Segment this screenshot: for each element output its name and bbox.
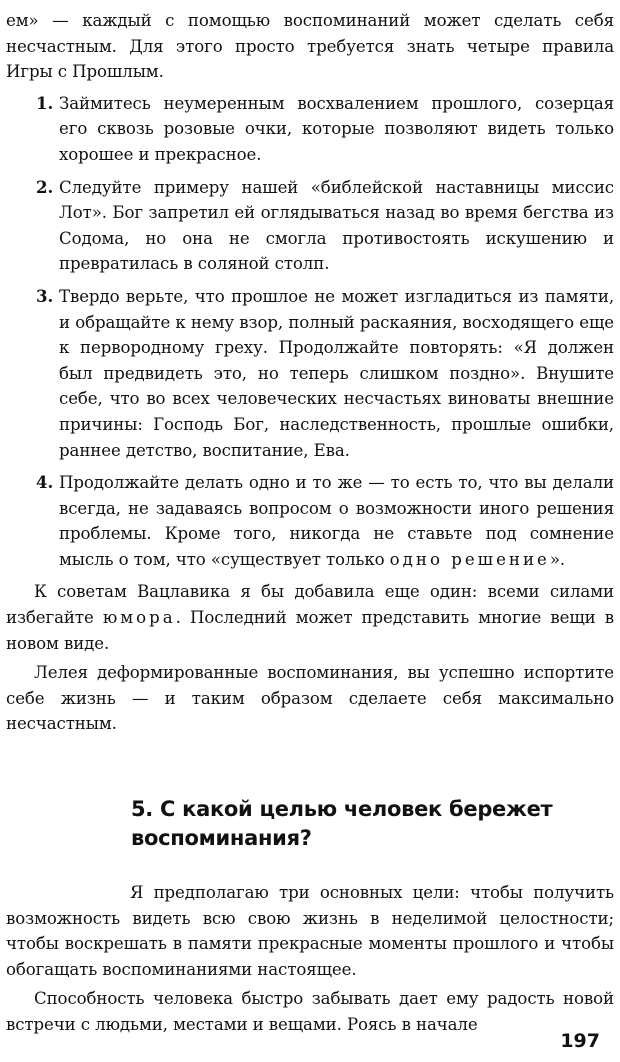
list-item xyxy=(6,175,614,277)
list-item-number: 3. xyxy=(36,285,54,306)
list-item-text: Продолжайте делать одно и то же — то есть то, что вы делали всегда, не задаваясь вопросом о возможности иного решения проблемы. Кроме того, никогда не ставьте под сомнение мысль о том, что «существует только xyxy=(59,473,614,569)
list-item-number: 4. xyxy=(36,472,54,493)
section-body xyxy=(6,880,614,1038)
list-item xyxy=(6,284,614,463)
emphasized-text: одно решение xyxy=(389,549,550,569)
conclusion-paragraph: Лелея деформированные воспоминания, вы успешно испортите себе жизнь — и таким образом сделаете себя максимально несчастным. xyxy=(6,663,614,734)
section-paragraph: Я предполагаю три основных цели: чтобы получить возможность видеть всю свою жизнь в неделимой целостности; чтобы воскрешать в памяти прекрасные моменты прошлого и чтобы обогащать воспоминаниями настоящее. xyxy=(6,883,614,979)
page-number: 197 xyxy=(560,1030,600,1052)
rules-list xyxy=(6,91,614,573)
list-item xyxy=(6,470,614,572)
advice-text-end: . Последний может представить многие вещи в новом виде. xyxy=(6,608,614,653)
advice-paragraph xyxy=(6,579,614,656)
list-item xyxy=(6,91,614,168)
list-item-text: Твердо верьте, что прошлое не может изгладиться из памяти, и обращайте к нему взор, полный раскаяния, восходящего еще к первородному греху. Продолжайте повторять: «Я должен был предвидеть это, но теперь слишком поздно». Внушите себе, что во всех человеческих несчастьях виноваты внешние причины: Господь Бог, наследственность, прошлые ошибки, раннее детство, воспитание, Ева. xyxy=(59,286,614,460)
section-heading: 5. С какой целью человек бережет воспоминания? xyxy=(131,797,553,851)
advice-text: К советам Вацлавика я бы добавила еще один: всеми силами избегайте xyxy=(6,582,614,628)
list-item-text: Займитесь неумеренным восхвалением прошлого, созерцая его сквозь розовые очки, которые позволяют видеть только хорошее и прекрасное. xyxy=(59,93,614,164)
list-item-number: 2. xyxy=(36,176,54,197)
list-item-text-end: ». xyxy=(549,549,566,569)
list-item-text: Следуйте примеру нашей «библейской наставницы миссис Лот». Бог запретил ей оглядываться назад во время бегства из Содома, но она не смогла противостоять искушению и превратилась в соляной столп. xyxy=(59,177,614,274)
section-paragraph: Способность человека быстро забывать дает ему радость новой встречи с людьми, местами и вещами. Роясь в начале xyxy=(6,989,614,1034)
intro-paragraph: ем» — каждый с помощью воспоминаний может сделать себя несчастным. Для этого просто требуется знать четыре правила Игры с Прошлым. xyxy=(6,11,614,82)
list-item-number: 1. xyxy=(36,92,54,113)
emphasized-text: юмора xyxy=(102,608,176,628)
